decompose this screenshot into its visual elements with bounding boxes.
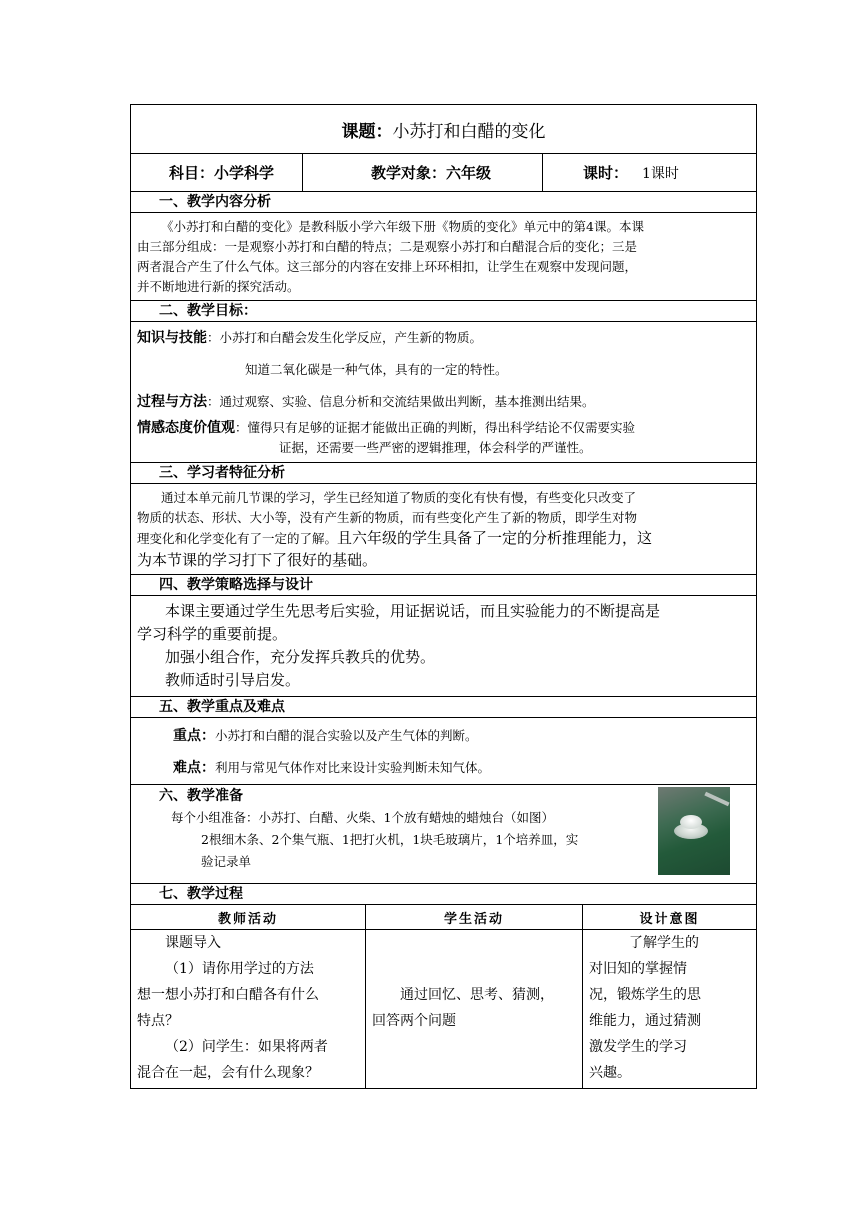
paragraph-line: 教师适时引导启发。	[165, 671, 301, 689]
candle-holder-photo	[658, 787, 730, 875]
section-heading: 七、教学过程	[131, 884, 756, 905]
prep-line: 每个小组准备：小苏打、白醋、火柴、1个放有蜡烛的蜡烛台（如图）	[171, 810, 554, 825]
student-cell	[366, 930, 583, 1089]
paragraph-line: 《小苏打和白醋的变化》是教科版小学六年级下册《物质的变化》单元中的第4课。本课	[161, 219, 644, 234]
process-label: 过程与方法	[137, 394, 207, 410]
section-strategy	[131, 575, 756, 697]
intent-line: 况，锻炼学生的思	[589, 987, 701, 1003]
emotion-label: 情感态度价值观	[137, 420, 235, 436]
paragraph-fragment: 理变化和化学变化有了一定的了解。	[137, 531, 338, 546]
page-title: 小苏打和白醋的变化	[392, 121, 546, 142]
paragraph-line: 两者混合产生了什么气体。这三部分的内容在安排上环环相扣，让学生在观察中发现问题，	[137, 259, 638, 274]
subject-cell	[131, 154, 303, 191]
section-heading: 三、学习者特征分析	[131, 463, 756, 484]
student-line: 回答两个问题	[372, 1013, 456, 1029]
subject-value: 小学科学	[214, 164, 275, 182]
key-point-line	[131, 726, 756, 746]
table-row	[131, 930, 756, 1089]
column-header: 教师活动	[131, 905, 366, 930]
paragraph-line: 通过本单元前几节课的学习，学生已经知道了物质的变化有快有慢，有些变化只改变了	[161, 490, 637, 505]
section-body	[131, 484, 756, 574]
title-row	[131, 105, 756, 154]
column-header: 学生活动	[366, 905, 583, 930]
emotion-text-1: ：懂得只有足够的证据才能做出正确的判断，得出科学结论不仅需要实验	[235, 420, 636, 435]
knowledge-text-2: 知道二氧化碳是一种气体，具有的一定的特性。	[245, 362, 508, 377]
key-label: 重点：	[173, 728, 215, 744]
section-body	[131, 213, 756, 300]
section-body	[131, 322, 756, 462]
target-cell	[303, 154, 543, 191]
paragraph-line: 物质的状态、形状、大小等，没有产生新的物质，而有些变化产生了新的物质，即学生对物	[137, 510, 638, 525]
prep-line: 2根细木条、2个集气瓶、1把打火机，1块毛玻璃片，1个培养皿，实	[201, 832, 579, 847]
key-text: 小苏打和白醋的混合实验以及产生气体的判断。	[215, 728, 478, 743]
section-process	[131, 884, 756, 1088]
paragraph-line: 并不断地进行新的探究活动。	[137, 279, 300, 294]
hours-value: 1课时	[642, 165, 679, 182]
table-header-row	[131, 905, 756, 930]
section-body	[131, 596, 756, 696]
section-heading: 六、教学准备	[159, 788, 243, 804]
student-line: 通过回忆、思考、猜测，	[400, 987, 554, 1003]
intent-line: 激发学生的学习	[589, 1039, 687, 1055]
hours-label: 课时：	[583, 164, 629, 182]
process-text: ：通过观察、实验、信息分析和交流结果做出判断，基本推测出结果。	[207, 394, 595, 409]
intent-line: 兴趣。	[589, 1065, 631, 1081]
intent-line: 了解学生的	[629, 935, 699, 951]
section-preparation	[131, 785, 756, 884]
paragraph-line: 学习科学的重要前提。	[137, 625, 288, 643]
knowledge-label: 知识与技能	[137, 330, 207, 346]
emotion-text-2: 证据，还需要一些严密的逻辑推理，体会科学的严谨性。	[279, 440, 592, 455]
teacher-line: 混合在一起，会有什么现象？	[137, 1065, 319, 1081]
knowledge-text-1: ：小苏打和白醋会发生化学反应，产生新的物质。	[207, 330, 483, 345]
section-learner-analysis	[131, 463, 756, 575]
subject-label: 科目：	[169, 164, 215, 182]
column-header: 设计意图	[583, 905, 757, 930]
meta-row	[131, 154, 756, 192]
difficulty-label: 难点：	[173, 760, 215, 776]
intent-line: 维能力，通过猜测	[589, 1013, 701, 1029]
title-label: 课题：	[341, 121, 393, 142]
section-key-points	[131, 697, 756, 785]
process-table	[131, 905, 756, 1088]
target-label: 教学对象：	[371, 164, 447, 182]
intent-cell	[583, 930, 757, 1089]
section-heading: 四、教学策略选择与设计	[131, 575, 756, 596]
teacher-line: （1）请你用学过的方法	[165, 961, 314, 977]
process-line	[131, 392, 756, 412]
paragraph-line: 本课主要通过学生先思考后实验，用证据说话，而且实验能力的不断提高是	[165, 602, 661, 620]
section-heading: 二、教学目标：	[131, 301, 756, 322]
paragraph-line: 由三部分组成：一是观察小苏打和白醋的特点；二是观察小苏打和白醋混合后的变化；三是	[137, 239, 638, 254]
teacher-line: （2）问学生：如果将两者	[165, 1039, 328, 1055]
section-objectives	[131, 301, 756, 463]
section-heading: 一、教学内容分析	[131, 192, 756, 213]
target-value: 六年级	[446, 164, 492, 182]
paragraph-line: 为本节课的学习打下了很好的基础。	[137, 551, 378, 569]
difficulty-text: 利用与常见气体作对比来设计实验判断未知气体。	[215, 760, 491, 775]
paragraph-line: 加强小组合作，充分发挥兵教兵的优势。	[165, 648, 436, 666]
paragraph-fragment-large: 且六年级的学生具备了一定的分析推理能力，这	[337, 529, 653, 547]
paragraph-line	[131, 528, 756, 549]
prep-line: 验记录单	[201, 854, 252, 869]
difficulty-line	[131, 758, 756, 778]
knowledge-line	[131, 328, 756, 348]
teacher-line: 想一想小苏打和白醋各有什么	[137, 987, 319, 1003]
lesson-plan-table	[130, 104, 757, 1089]
section-body	[131, 718, 756, 784]
section-heading: 五、教学重点及难点	[131, 697, 756, 718]
teacher-line: 特点？	[137, 1013, 179, 1029]
intent-line: 对旧知的掌握情	[589, 961, 687, 977]
teacher-cell	[131, 930, 366, 1089]
section-content-analysis	[131, 192, 756, 301]
hours-cell	[543, 154, 756, 191]
teacher-line: 课题导入	[165, 935, 221, 951]
emotion-line	[131, 418, 756, 438]
